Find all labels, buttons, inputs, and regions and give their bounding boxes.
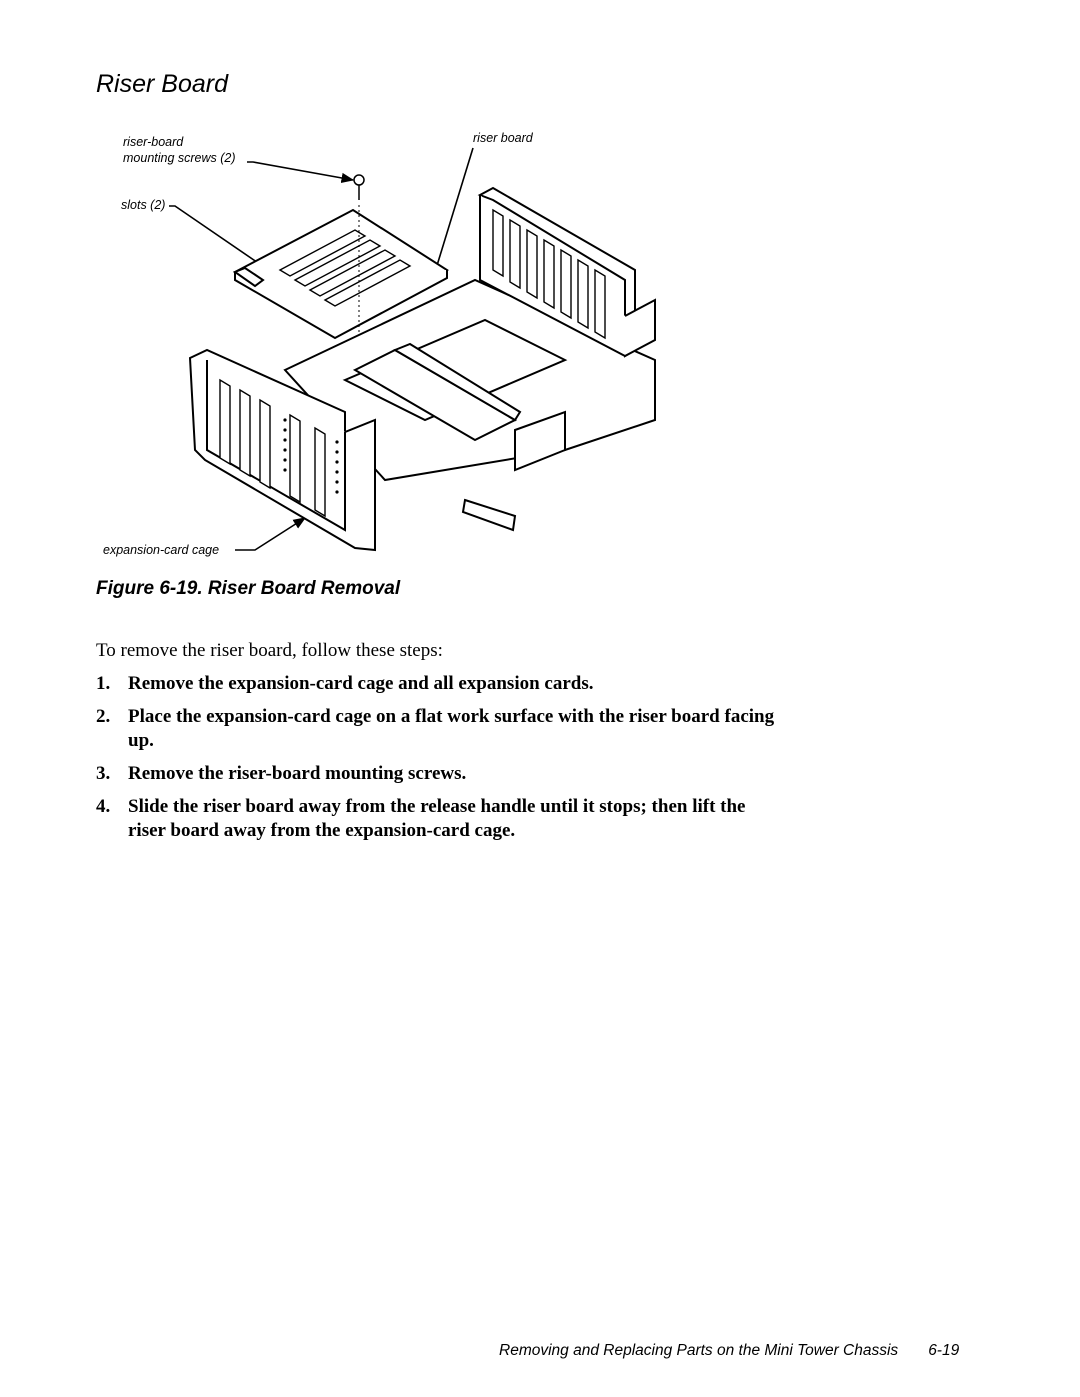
step-text: Place the expansion-card cage on a flat work surface with the riser board facing up. <box>128 706 775 751</box>
step-number: 4. <box>96 796 111 817</box>
callout-screws-line2: mounting screws (2) <box>123 151 236 165</box>
steps-list <box>96 672 776 852</box>
step-item <box>96 795 776 843</box>
callout-expansion-card-cage: expansion-card cage <box>103 543 220 557</box>
footer-chapter-title: Removing and Replacing Parts on the Mini Tower Chassis <box>499 1342 899 1359</box>
page-number: 6-19 <box>928 1342 960 1359</box>
step-number: 1. <box>96 673 111 694</box>
callout-riser-board: riser board <box>473 131 533 145</box>
step-number: 3. <box>96 763 111 784</box>
step-text: Remove the riser-board mounting screws. <box>128 763 467 784</box>
step-number: 2. <box>96 706 111 727</box>
section-title: Riser Board <box>96 70 228 98</box>
page-footer <box>499 1342 959 1360</box>
step-text: Remove the expansion-card cage and all expansion cards. <box>128 673 594 694</box>
step-item <box>96 672 776 696</box>
intro-text: To remove the riser board, follow these steps: <box>96 640 443 661</box>
callout-slots: slots (2) <box>121 198 166 212</box>
figure-caption: Figure 6-19. Riser Board Removal <box>96 578 401 599</box>
step-item <box>96 762 776 786</box>
step-item <box>96 705 776 753</box>
callout-screws-line1: riser-board <box>123 135 184 149</box>
riser-board-removal-illustration <box>95 120 685 570</box>
step-text: Slide the riser board away from the release handle until it stops; then lift the riser board away from the expansion-card cage. <box>128 796 746 841</box>
